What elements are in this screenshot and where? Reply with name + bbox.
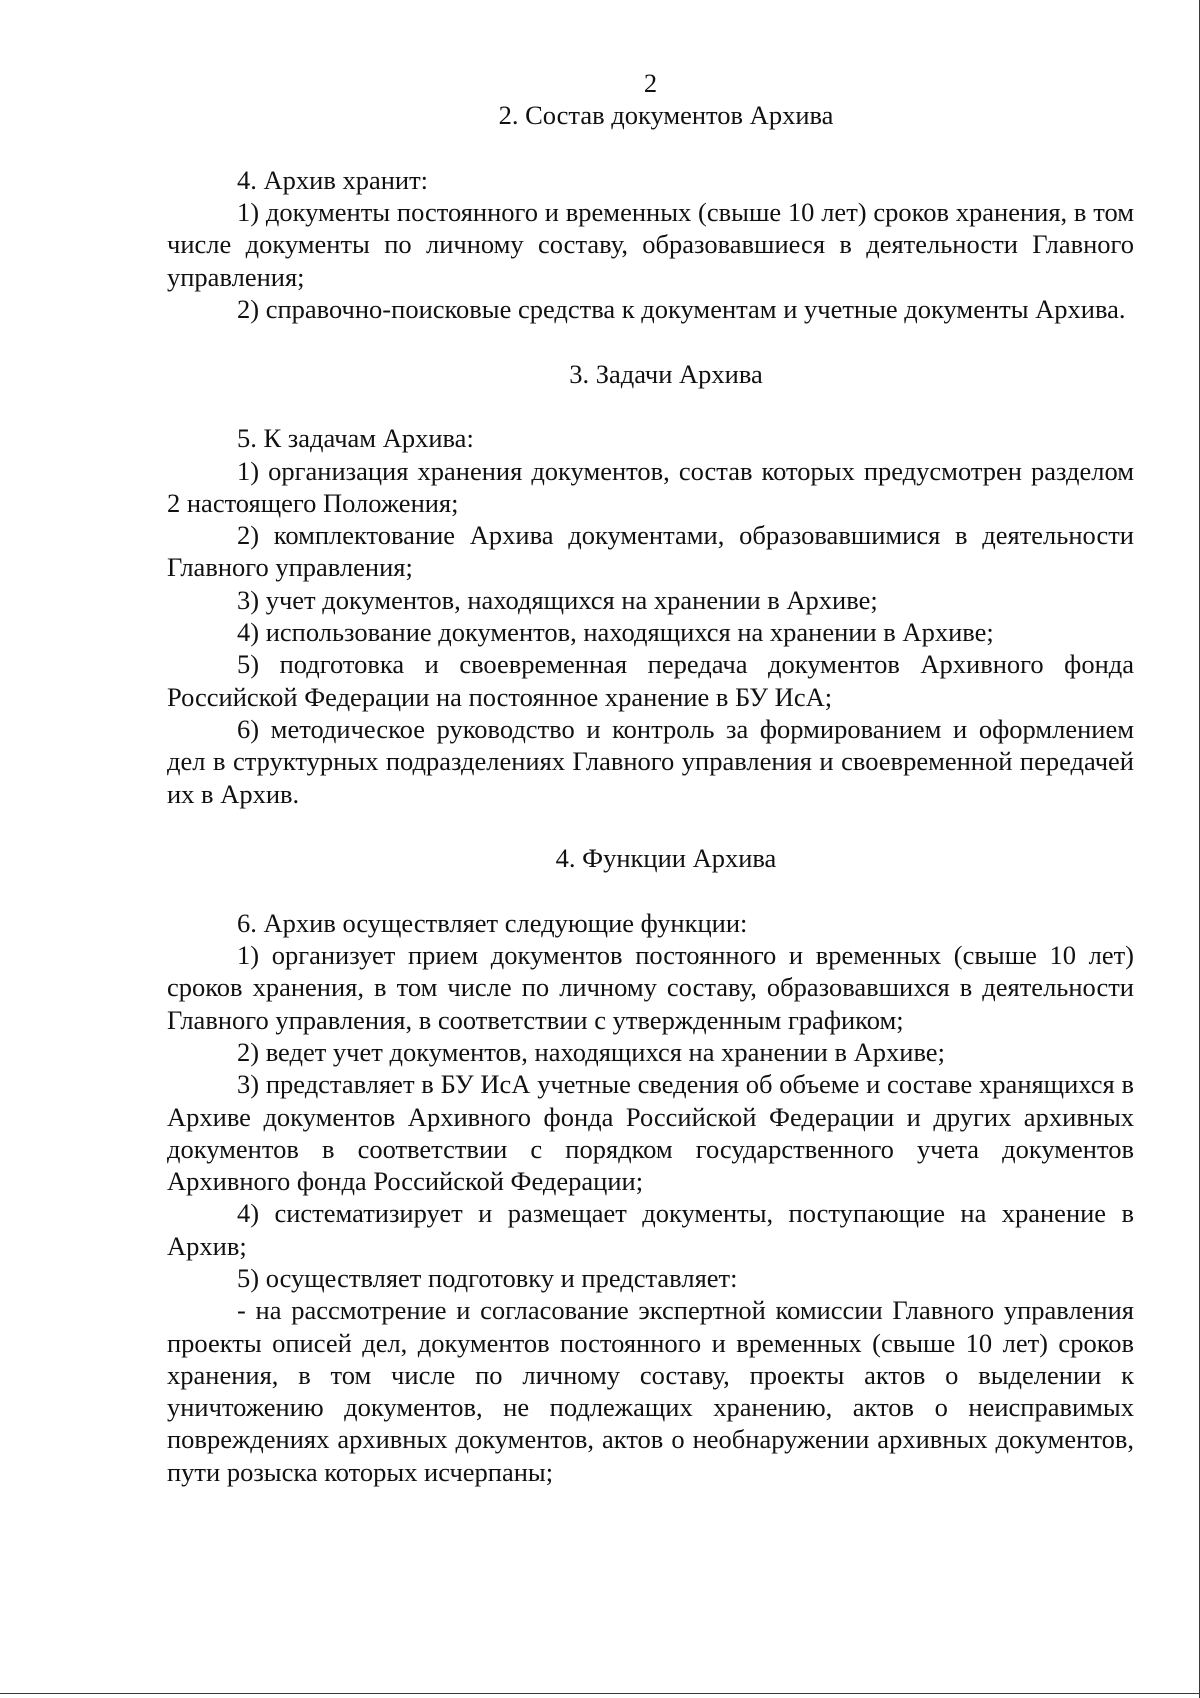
- section-heading: 4. Функции Архива: [555, 843, 777, 874]
- section-heading: 2. Состав документов Архива: [498, 100, 834, 131]
- paragraph: 2) ведет учет документов, находящихся на хранении в Архиве;: [237, 1036, 945, 1067]
- paragraph: 3) учет документов, находящихся на хранении в Архиве;: [237, 584, 878, 615]
- document-page: [167, 67, 1134, 1488]
- paragraph: 5. К задачам Архива:: [237, 423, 474, 454]
- page-border-bottom: [0, 1693, 1200, 1694]
- spacer: [167, 325, 1134, 357]
- paragraph: 4) использование документов, находящихся на хранении в Архиве;: [237, 617, 994, 648]
- paragraph: 5) осуществляет подготовку и представляет:: [237, 1262, 738, 1293]
- paragraph: 5) подготовка и своевременная передача документов Архивного фонда Российской Федерации на постоянное хранение в БУ ИсА;: [167, 649, 1134, 712]
- paragraph: - на рассмотрение и согласование экспертной комиссии Главного управления проекты описей дел, документов постоянного и временных (свыше 10 лет) сроков хранения, в том числе по личному составу, проекты актов о выделении к уничтожению документов, не подлежащих хранению, актов о неисправимых повреждениях архивных документов, актов о необнаружении архивных документов, пути розыска которых исчерпаны;: [167, 1295, 1134, 1487]
- paragraph: 4) систематизирует и размещает документы, поступающие на хранение в Архив;: [167, 1198, 1134, 1261]
- paragraph: 1) организует прием документов постоянного и временных (свыше 10 лет) сроков хранения, в том числе по личному составу, образовавшихся в деятельности Главного управления, в соответствии с утвержденным графиком;: [167, 940, 1134, 1035]
- spacer: [167, 390, 1134, 422]
- paragraph: 6. Архив осуществляет следующие функции:: [237, 907, 748, 938]
- paragraph: 4. Архив хранит:: [237, 164, 429, 195]
- spacer: [167, 874, 1134, 906]
- page-number: 2: [643, 68, 658, 98]
- section-heading: 3. Задачи Архива: [569, 358, 763, 389]
- spacer: [167, 810, 1134, 842]
- paragraph: 1) организация хранения документов, состав которых предусмотрен разделом 2 настоящего Положения;: [167, 455, 1134, 518]
- paragraph: 1) документы постоянного и временных (свыше 10 лет) сроков хранения, в том числе документы по личному составу, образовавшиеся в деятельности Главного управления;: [167, 197, 1134, 292]
- paragraph: 2) комплектование Архива документами, образовавшимися в деятельности Главного управления;: [167, 520, 1134, 583]
- paragraph: 2) справочно-поисковые средства к документам и учетные документы Архива.: [237, 294, 1126, 325]
- paragraph: 6) методическое руководство и контроль за формированием и оформлением дел в структурных подразделениях Главного управления и своевременной передачей их в Архив.: [167, 713, 1134, 809]
- spacer: [167, 132, 1134, 164]
- paragraph: 3) представляет в БУ ИсА учетные сведения об объеме и составе хранящихся в Архиве документов Архивного фонда Российской Федерации и других архивных документов в соответствии с порядком государственного учета документов Архивного фонда Российской Федерации;: [167, 1069, 1134, 1197]
